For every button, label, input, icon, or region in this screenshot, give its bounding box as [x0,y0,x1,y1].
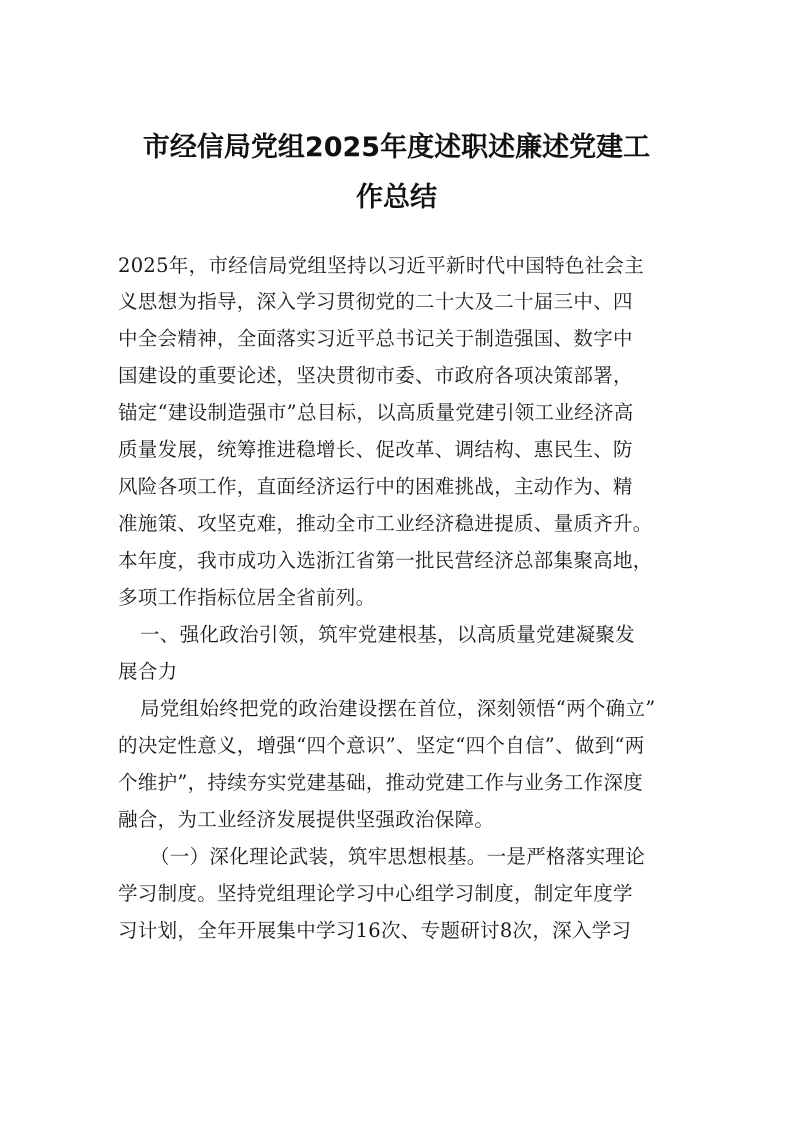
body-line: 2025年，市经信局党组坚持以习近平新时代中国特色社会主 [118,254,645,277]
body-line: 本年度，我市成功入选浙江省第一批民营经济总部集聚高地， [118,549,653,572]
body-line: 多项工作指标位居全省前列。 [118,586,376,609]
section-heading-line: 一、强化政治引领，筑牢党建根基，以高质量党建凝聚发 [140,623,636,646]
body-line: 的决定性意义，增强“四个意识”、坚定“四个自信”、做到“两 [118,734,645,757]
body-line: 质量发展，统筹推进稳增长、促改革、调结构、惠民生、防 [118,438,633,461]
body-line: 国建设的重要论述，坚决贯彻市委、市政府各项决策部署， [118,364,633,387]
body-line: 义思想为指导，深入学习贯彻党的二十大及二十届三中、四 [118,290,633,313]
body-line: 中全会精神，全面落实习近平总书记关于制造强国、数字中 [118,327,633,350]
body-line: 准施策、攻坚克难，推动全市工业经济稳进提质、量质齐升。 [118,512,653,535]
body-line: 风险各项工作，直面经济运行中的困难挑战，主动作为、精 [118,475,633,498]
section-heading-line: 展合力 [118,660,178,683]
document-title-line-2: 作总结 [356,182,437,213]
subsection-line: （一）深化理论武装，筑牢思想根基。一是严格落实理论 [150,845,646,868]
body-line: 局党组始终把党的政治建设摆在首位，深刻领悟“两个确立” [140,697,656,720]
body-line: 习计划，全年开展集中学习16次、专题研讨8次，深入学习 [118,919,632,942]
body-line: 学习制度。坚持党组理论学习中心组学习制度，制定年度学 [118,882,633,905]
body-line: 个维护”，持续夯实党建基础，推动党建工作与业务工作深度 [118,771,644,794]
body-line: 融合，为工业经济发展提供坚强政治保障。 [118,808,495,831]
body-line: 锚定“建设制造强市”总目标，以高质量党建引领工业经济高 [118,401,634,424]
document-title-line-1: 市经信局党组2025年度述职述廉述党建工 [142,132,651,163]
